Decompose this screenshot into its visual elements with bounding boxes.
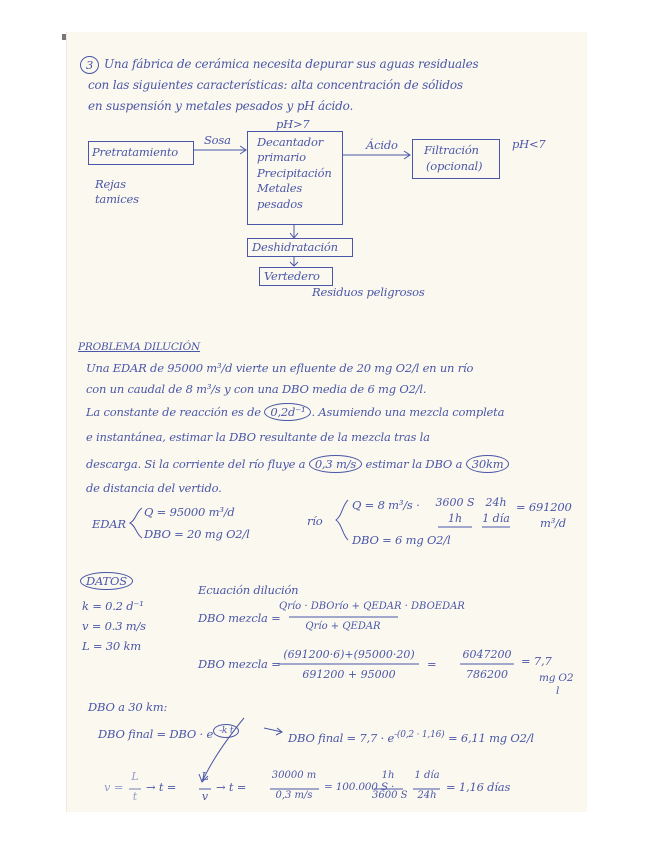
time-frac-d-den: 3600 S — [372, 790, 408, 801]
equation-numerator: Qrío · DBOrío + QEDAR · DBOEDAR — [279, 601, 465, 612]
rio-q-result: = 691200 — [516, 500, 572, 514]
rio-fraction-2-den: 1 día — [482, 512, 510, 525]
equation-denominator-2: 691200 + 95000 — [302, 668, 396, 681]
dehydration-label: Deshidratación — [252, 240, 338, 254]
rio-fraction-2-num: 24h — [485, 496, 507, 509]
time-frac-a-num: L — [131, 770, 139, 783]
ph-low-label: pH<7 — [512, 137, 546, 151]
equation-numerator-2: (691200·6)+(95000·20) — [283, 648, 415, 661]
rio-fraction-1-den: 1h — [447, 512, 463, 525]
rio-label: río — [307, 514, 323, 528]
datos-k: k = 0.2 d⁻¹ — [82, 599, 144, 613]
optional-label: (opcional) — [426, 159, 483, 173]
intro-line-2: con las siguientes características: alta concentración de sólidos — [88, 78, 463, 92]
problem-line-6: de distancia del vertido. — [86, 481, 222, 495]
time-frac-c-num: 30000 m — [271, 770, 317, 781]
time-frac-e-num: 1 día — [414, 770, 440, 781]
page-mark — [62, 34, 66, 40]
ph-up-label: pH>7 — [276, 117, 310, 131]
intro-line-1: Una fábrica de cerámica necesita depurar sus aguas residuales — [104, 57, 479, 71]
time-frac-b-num: L — [201, 770, 209, 783]
sosa-label: Sosa — [204, 133, 231, 147]
equation-denominator-3: 786200 — [466, 668, 508, 681]
exercise-number: 3 — [80, 58, 99, 72]
mix-dbo-result: = 7,7 — [521, 654, 552, 668]
rio-dbo: DBO = 6 mg O2/l — [352, 533, 451, 547]
edar-dbo: DBO = 20 mg O2/l — [144, 527, 250, 541]
mix-dbo-unit-2: l — [556, 685, 560, 697]
time-frac-b-den: v — [201, 790, 209, 803]
time-frac-c-den: 0,3 m/s — [275, 790, 313, 801]
filtration-label: Filtración — [424, 143, 479, 157]
time-arrow-2: → t = — [216, 780, 247, 794]
decanter-line-1: Decantador — [257, 135, 323, 149]
rio-q: Q = 8 m³/s · — [352, 498, 420, 512]
time-arrow-1: → t = — [146, 780, 177, 794]
pretreatment-label: Pretratamiento — [92, 145, 179, 159]
rejas-label: Rejas — [95, 177, 126, 191]
time-frac-d-num: 1h — [381, 770, 395, 781]
intro-line-3: en suspensión y metales pesados y pH ácido. — [88, 99, 354, 113]
dbo-final-formula: DBO final = DBO · e $^{-k t}$ — [98, 724, 239, 741]
decanter-line-3: Precipitación — [257, 166, 332, 180]
hazardous-waste-label: Residuos peligrosos — [312, 285, 425, 299]
decanter-line-4: Metales — [257, 181, 303, 195]
problem-line-3: La constante de reacción es de 0,2d⁻¹ . Asumiendo una mezcla completa — [86, 405, 505, 419]
problem-line-2: con un caudal de 8 m³/s y con una DBO media de 6 mg O2/l. — [86, 382, 427, 396]
datos-v: v = 0.3 m/s — [82, 619, 146, 633]
datos-title: DATOS — [80, 574, 133, 588]
problem-title: PROBLEMA DILUCIÓN — [78, 341, 200, 353]
mix-dbo-unit-1: mg O2 — [539, 672, 574, 684]
time-frac-e-den: 24h — [417, 790, 437, 801]
equation-title: Ecuación dilución — [198, 583, 299, 597]
problem-line-5: descarga. Si la corriente del río fluye a 0,3 m/s estimar la DBO a 30km — [86, 457, 509, 471]
tamices-label: tamices — [95, 192, 139, 206]
equals-sign: = — [427, 657, 437, 671]
problem-line-1: Una EDAR de 95000 m³/d vierte un efluente de 20 mg O2/l en un río — [86, 361, 474, 375]
time-frac-a-den: t — [132, 790, 138, 803]
time-seconds: = 100.000 S · — [324, 781, 395, 793]
edar-label: EDAR — [92, 517, 126, 531]
edar-q: Q = 95000 m³/d — [144, 505, 235, 519]
decanter-line-2: primario — [257, 150, 306, 164]
equation-lhs: DBO mezcla = — [198, 611, 281, 625]
equation-lhs-2: DBO mezcla = — [198, 657, 281, 671]
landfill-label: Vertedero — [264, 269, 320, 283]
time-v: v = — [104, 780, 124, 794]
dbo30-title: DBO a 30 km: — [88, 700, 168, 714]
equation-numerator-3: 6047200 — [462, 648, 512, 661]
equation-denominator: Qrío + QEDAR — [305, 621, 381, 632]
datos-l: L = 30 km — [82, 639, 141, 653]
acido-label: Ácido — [366, 138, 398, 152]
decanter-line-5: pesados — [257, 197, 303, 211]
time-result: = 1,16 días — [446, 780, 511, 794]
problem-line-4: e instantánea, estimar la DBO resultante de la mezcla tras la — [86, 430, 430, 444]
rio-fraction-1-num: 3600 S — [435, 496, 475, 509]
rio-q-unit: m³/d — [540, 516, 566, 530]
dbo-final-calc: DBO final = $7,7 \cdot e^{-(0,2 \cdot 1,16)} = 6,11$ mg O2/l — [288, 730, 534, 745]
